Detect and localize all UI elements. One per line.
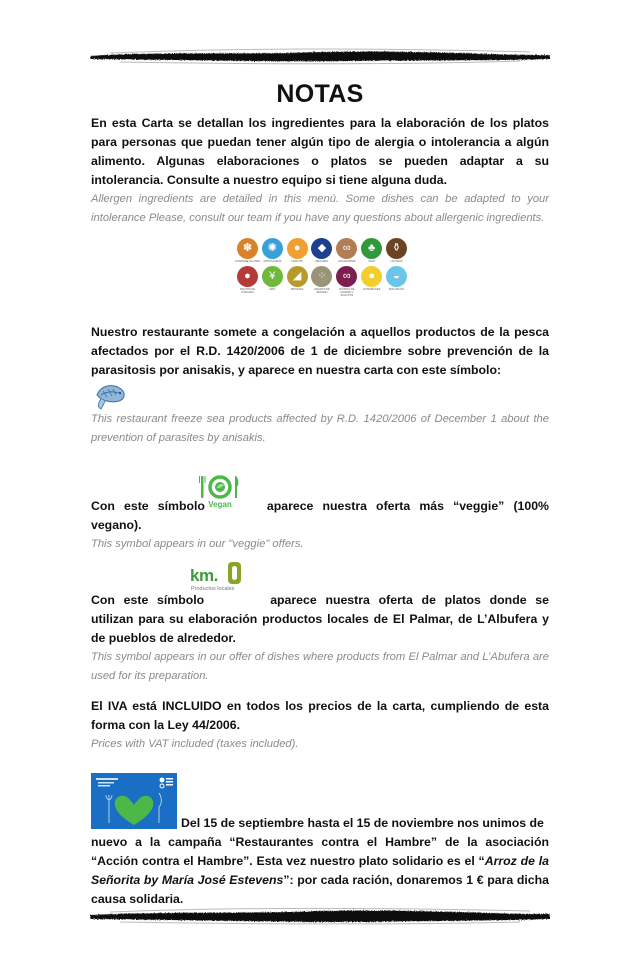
allergen-icons-grid bbox=[236, 238, 408, 297]
allergen-text-es: En esta Carta se detallan los ingredientes para la elaboración de los platos para personas que puedan tener algún tipo de alergia o intolerancia a algún alimento. Algunas elaboraciones o platos se pueden adaptar a su intolerancia. Consulte a nuestro equipo si tiene alguna duda. bbox=[91, 116, 549, 187]
km0-zero-glyph bbox=[228, 562, 241, 584]
top-brush-divider bbox=[90, 44, 550, 66]
km0-text-en: This symbol appears in our offer of dishes where products from El Palmar and L’Abufera are used for its preparation. bbox=[91, 651, 549, 682]
vegan-note bbox=[91, 497, 549, 554]
allergen-row bbox=[236, 266, 408, 297]
anisakis-text-es: Nuestro restaurante somete a congelación a aquellos productos de la pesca afectados por el R.D. 1420/2006 de 1 de diciembre sobre prevención de la parasitosis por anisakis, y aparece en nuestra carta con este símbolo: bbox=[91, 325, 549, 377]
vegan-text-before: Con este símbolo bbox=[91, 499, 205, 513]
allergen-label: LÁCTEOS bbox=[390, 260, 403, 263]
allergen-item bbox=[286, 266, 309, 297]
mustard-icon: ◢ bbox=[287, 266, 308, 287]
solidarity-text-b: ”: por cada ración, donaremos 1 € para dicha causa solidaria. bbox=[91, 873, 549, 906]
allergen-label: APIO bbox=[269, 288, 276, 291]
km0-note bbox=[91, 591, 549, 686]
svg-text:Vegan: Vegan bbox=[208, 500, 232, 509]
sesame-icon: ⁘ bbox=[311, 266, 332, 287]
lupin-icon: ● bbox=[361, 266, 382, 287]
nut-icon: ● bbox=[237, 266, 258, 287]
allergen-item bbox=[261, 266, 284, 297]
allergen-label: CRUSTÁCEOS bbox=[263, 260, 282, 263]
allergen-item bbox=[310, 238, 333, 263]
allergen-row bbox=[236, 238, 408, 263]
celery-icon: ¥ bbox=[262, 266, 283, 287]
vegan-text-after: aparece nuestra oferta más “veggie” (100% vegano). bbox=[91, 499, 549, 532]
frozen-fish-icon bbox=[93, 381, 129, 411]
iva-text-es: El IVA está INCLUIDO en todos los precios de la carta, cumpliendo de esta forma con la Ley 44/2006. bbox=[91, 699, 549, 732]
allergen-text-en: Allergen ingredients are detailed in this menú. Some dishes can be adapted to your intolerance Please, consult our team if you have any questions about allergenic ingredients. bbox=[91, 193, 549, 224]
iva-text-en: Prices with VAT included (taxes included). bbox=[91, 738, 299, 750]
km0-logo-subtitle: Productos locales bbox=[191, 586, 235, 592]
anisakis-translation bbox=[91, 410, 549, 448]
solidarity-line1: Del 15 de septiembre hasta el 15 de noviembre nos unimos de bbox=[181, 816, 544, 830]
wheat-icon: ✽ bbox=[237, 238, 258, 259]
mollusc-icon: ◒ bbox=[386, 266, 407, 287]
km0-logo-text: km. bbox=[190, 566, 218, 585]
allergen-label: FRUTOS DE CÁSCARA bbox=[240, 288, 255, 294]
allergen-item bbox=[385, 238, 408, 263]
allergen-label: SOJA bbox=[368, 260, 376, 263]
peanut-icon: ∞ bbox=[336, 238, 357, 259]
allergen-label: CACAHUETES bbox=[337, 260, 356, 263]
iva-note bbox=[91, 697, 549, 754]
sulphite-icon: ∞ bbox=[336, 266, 357, 287]
km0-text-es bbox=[91, 591, 549, 648]
solidarity-dish-name: Arroz de la Señorita by María José Estevens bbox=[91, 854, 549, 887]
km0-text-before: Con este símbolo bbox=[91, 593, 205, 607]
km0-text-rest: su elaboración productos locales de El Palmar, de L’Albufera y de pueblos de alrededor. bbox=[91, 612, 549, 645]
milk-icon: ⚱ bbox=[386, 238, 407, 259]
allergen-label: PESCADO bbox=[315, 260, 329, 263]
crab-icon: ✺ bbox=[262, 238, 283, 259]
allergen-note bbox=[91, 114, 549, 228]
allergen-item bbox=[310, 266, 333, 297]
allergen-label: GRANOS DE SÉSAMO bbox=[314, 288, 330, 294]
solidarity-note bbox=[91, 814, 549, 909]
vegan-text-es bbox=[91, 497, 549, 535]
page-title: NOTAS bbox=[276, 80, 364, 108]
soy-icon: ♣ bbox=[361, 238, 382, 259]
bottom-brush-divider bbox=[90, 904, 550, 926]
allergen-item bbox=[261, 238, 284, 263]
allergen-item bbox=[385, 266, 408, 297]
allergen-label: CONTIENE GLUTEN bbox=[235, 260, 260, 263]
allergen-label: DIÓXIDO DE AZUFRE Y SULFITOS bbox=[339, 288, 355, 297]
allergen-label: MOSTAZA bbox=[290, 288, 304, 291]
allergen-item bbox=[335, 238, 358, 263]
allergen-label: HUEVOS bbox=[291, 260, 303, 263]
allergen-item bbox=[286, 238, 309, 263]
allergen-item bbox=[236, 238, 259, 263]
egg-icon: ● bbox=[287, 238, 308, 259]
allergen-label: MOLUSCOS bbox=[389, 288, 404, 291]
vegan-text-en: This symbol appears in our "veggie" offers. bbox=[91, 538, 304, 550]
allergen-item bbox=[360, 238, 383, 263]
anisakis-note bbox=[91, 323, 549, 380]
allergen-label: ALTRAMUCES bbox=[362, 288, 381, 291]
solidarity-text-a: nuevo a la campaña “Restaurantes contra el Hambre” de la asociación “Acción contra el Hambre”. Esta vez nuestro plato solidario es el “ bbox=[91, 835, 549, 868]
anisakis-text-en: This restaurant freeze sea products affected by R.D. 1420/2006 of December 1 about the prevention of parasites by anisakis. bbox=[91, 413, 549, 444]
allergen-item bbox=[360, 266, 383, 297]
solidarity-text-es bbox=[91, 833, 549, 909]
allergen-item bbox=[236, 266, 259, 297]
fish-icon: ◆ bbox=[311, 238, 332, 259]
allergen-item bbox=[335, 266, 358, 297]
km0-text-after: aparece nuestra oferta de platos donde se utilizan para bbox=[91, 593, 549, 626]
